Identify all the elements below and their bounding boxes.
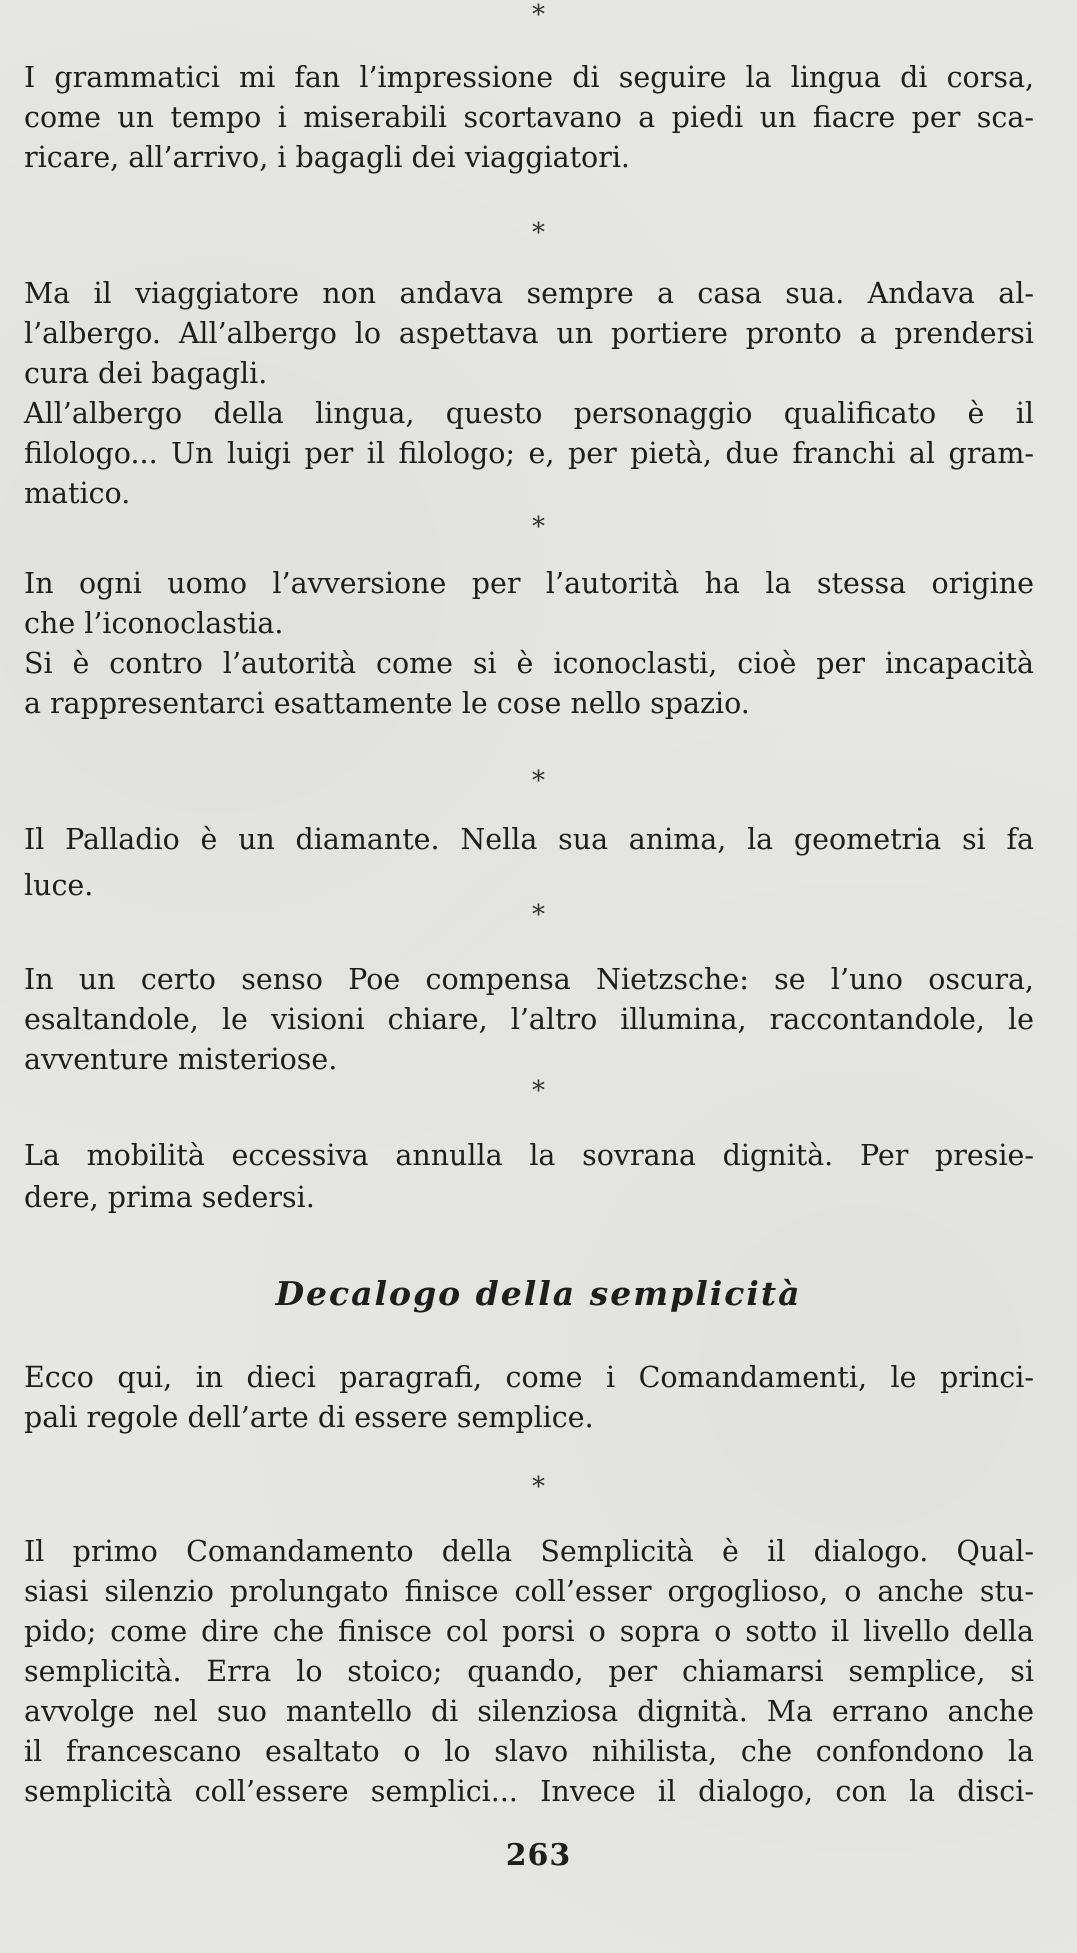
text-line: Ecco qui, in dieci paragrafi, come i Comandamenti, le princi- bbox=[24, 1361, 1034, 1394]
text-line: La mobilità eccessiva annulla la sovrana dignità. Per presie- bbox=[24, 1139, 1034, 1172]
text-line: a rappresentarci esattamente le cose nello spazio. bbox=[24, 687, 750, 720]
text-line: siasi silenzio prolungato finisce coll’esser orgoglioso, o anche stu- bbox=[24, 1575, 1034, 1608]
text-line: I grammatici mi fan l’impressione di seguire la lingua di corsa, bbox=[24, 61, 1034, 94]
section-heading: Decalogo della semplicità bbox=[275, 1274, 802, 1313]
text-line: come un tempo i miserabili scortavano a piedi un fiacre per sca- bbox=[24, 101, 1034, 134]
text-line: cura dei bagagli. bbox=[24, 357, 268, 390]
text-line: Il primo Comandamento della Semplicità è il dialogo. Qual- bbox=[24, 1535, 1034, 1568]
text-line: filologo... Un luigi per il filologo; e, per pietà, due franchi al gram- bbox=[24, 437, 1034, 470]
text-line: Ma il viaggiatore non andava sempre a casa sua. Andava al- bbox=[24, 277, 1034, 310]
text-line: semplicità coll’essere semplici... Invece il dialogo, con la disci- bbox=[24, 1775, 1034, 1808]
separator-asterisk: * bbox=[532, 512, 545, 542]
text-line: All’albergo della lingua, questo personaggio qualificato è il bbox=[24, 397, 1034, 430]
text-line: In un certo senso Poe compensa Nietzsche: se l’uno oscura, bbox=[24, 963, 1034, 996]
text-line: dere, prima sedersi. bbox=[24, 1181, 315, 1214]
text-line: semplicità. Erra lo stoico; quando, per chiamarsi semplice, si bbox=[24, 1655, 1034, 1688]
text-line: che l’iconoclastia. bbox=[24, 607, 284, 640]
text-line: avventure misteriose. bbox=[24, 1043, 338, 1076]
text-line: l’albergo. All’albergo lo aspettava un portiere pronto a prendersi bbox=[24, 317, 1034, 350]
text-line: avvolge nel suo mantello di silenziosa dignità. Ma errano anche bbox=[24, 1695, 1034, 1728]
separator-asterisk: * bbox=[532, 218, 545, 248]
text-line: matico. bbox=[24, 477, 131, 510]
text-line: pido; come dire che finisce col porsi o sopra o sotto il livello della bbox=[24, 1615, 1034, 1648]
separator-asterisk: * bbox=[532, 0, 545, 30]
separator-asterisk: * bbox=[532, 766, 545, 796]
text-line: luce. bbox=[24, 869, 94, 902]
text-line: In ogni uomo l’avversione per l’autorità ha la stessa origine bbox=[24, 567, 1034, 600]
text-line: il francescano esaltato o lo slavo nihilista, che confondono la bbox=[24, 1735, 1034, 1768]
page-number: 263 bbox=[505, 1838, 572, 1873]
text-line: Il Palladio è un diamante. Nella sua anima, la geometria si fa bbox=[24, 823, 1034, 856]
text-line: ricare, all’arrivo, i bagagli dei viaggiatori. bbox=[24, 141, 630, 174]
separator-asterisk: * bbox=[532, 1472, 545, 1502]
text-line: pali regole dell’arte di essere semplice. bbox=[24, 1401, 594, 1434]
text-line: Si è contro l’autorità come si è iconoclasti, cioè per incapacità bbox=[24, 647, 1034, 680]
separator-asterisk: * bbox=[532, 900, 545, 930]
separator-asterisk: * bbox=[532, 1076, 545, 1106]
text-line: esaltandole, le visioni chiare, l’altro illumina, raccontandole, le bbox=[24, 1003, 1034, 1036]
